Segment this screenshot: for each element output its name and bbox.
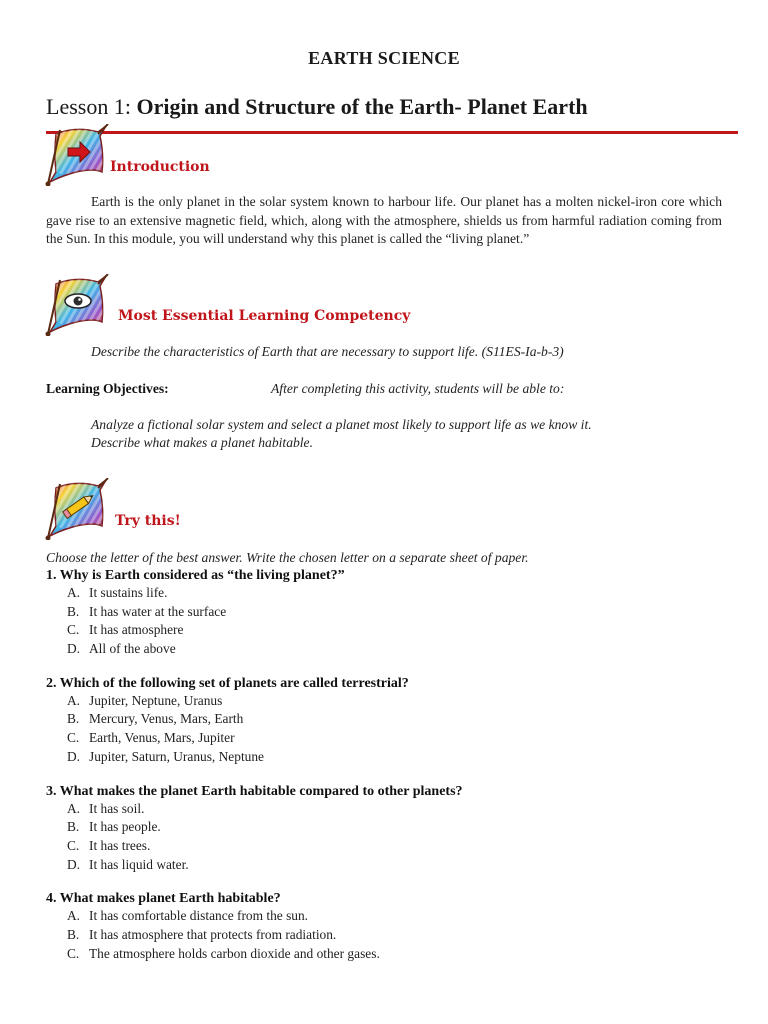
option bbox=[67, 945, 726, 964]
option-text: Earth, Venus, Mars, Jupiter bbox=[89, 730, 235, 746]
introduction-label: Introduction bbox=[110, 159, 210, 175]
objectives-lead: After completing this activity, students will be able to: bbox=[271, 381, 565, 396]
objective-item: Describe what makes a planet habitable. bbox=[91, 435, 313, 450]
option-letter: A. bbox=[67, 585, 81, 600]
objective-item: Analyze a fictional solar system and select a planet most likely to support life as we know it. bbox=[91, 417, 592, 432]
competency-label: Most Essential Learning Competency bbox=[118, 308, 411, 324]
lesson-heading bbox=[46, 94, 588, 120]
question-text: 4. What makes planet Earth habitable? bbox=[46, 891, 281, 907]
option bbox=[67, 907, 726, 926]
option-text: It sustains life. bbox=[89, 585, 168, 600]
option bbox=[67, 818, 726, 837]
option bbox=[67, 926, 726, 945]
option-text: It has people. bbox=[89, 819, 161, 835]
try-this-banner-icon bbox=[44, 478, 112, 540]
option-text: It has atmosphere that protects from radiation. bbox=[89, 926, 337, 942]
question bbox=[46, 676, 726, 767]
question bbox=[46, 784, 726, 875]
option-letter: C. bbox=[67, 945, 80, 961]
document-title: EARTH SCIENCE bbox=[308, 48, 460, 68]
option-letter: A. bbox=[67, 800, 81, 816]
option bbox=[67, 621, 726, 640]
lesson-title: Origin and Structure of the Earth- Planet Earth bbox=[136, 94, 588, 119]
option-letter: B. bbox=[67, 926, 80, 942]
options-list bbox=[67, 584, 726, 659]
option-letter: C. bbox=[67, 730, 80, 746]
option-letter: D. bbox=[67, 856, 81, 872]
heading-rule bbox=[46, 131, 738, 134]
option-text: It has liquid water. bbox=[89, 856, 189, 872]
question-text: 2. Which of the following set of planets are called terrestrial? bbox=[46, 675, 409, 691]
question-text: 1. Why is Earth considered as “the living planet?” bbox=[46, 568, 345, 583]
option-text: Jupiter, Saturn, Uranus, Neptune bbox=[89, 748, 264, 764]
option-letter: D. bbox=[67, 641, 81, 657]
option bbox=[67, 800, 726, 819]
competency-text: Describe the characteristics of Earth that are necessary to support life. (S11ES-Ia-b-3) bbox=[91, 344, 564, 359]
question bbox=[46, 568, 726, 659]
option bbox=[67, 603, 726, 622]
option-text: It has trees. bbox=[89, 837, 151, 853]
try-this-label: Try this! bbox=[115, 513, 181, 529]
option bbox=[67, 748, 726, 767]
option-letter: B. bbox=[67, 603, 80, 619]
options-list bbox=[67, 692, 726, 767]
option bbox=[67, 837, 726, 856]
option-letter: B. bbox=[67, 711, 80, 727]
question-text: 3. What makes the planet Earth habitable compared to other planets? bbox=[46, 783, 463, 799]
option bbox=[67, 640, 726, 659]
option-letter: A. bbox=[67, 692, 81, 708]
option bbox=[67, 856, 726, 875]
option-letter: A. bbox=[67, 908, 81, 924]
option-letter: D. bbox=[67, 748, 81, 764]
option-letter: C. bbox=[67, 837, 80, 853]
option-letter: C. bbox=[67, 622, 80, 638]
try-this-instruction: Choose the letter of the best answer. Write the chosen letter on a separate sheet of paper. bbox=[46, 550, 529, 565]
introduction-banner-icon bbox=[44, 124, 112, 186]
options-list bbox=[67, 800, 726, 875]
option bbox=[67, 729, 726, 748]
option bbox=[67, 584, 726, 603]
option-text: The atmosphere holds carbon dioxide and other gases. bbox=[89, 945, 380, 961]
option-text: It has atmosphere bbox=[89, 622, 184, 638]
lesson-prefix: Lesson 1: bbox=[46, 94, 137, 119]
option-text: It has soil. bbox=[89, 800, 145, 816]
objectives-label: Learning Objectives: bbox=[46, 381, 169, 396]
introduction-body: Earth is the only planet in the solar system known to harbour life. Our planet has a molten nickel-iron core which gave rise to an extensive magnetic field, which, along with the atmosphere, shields us from harmful radiation coming from the Sun. In this module, you will understand why this planet is called the “living planet.” bbox=[46, 194, 722, 247]
eye-icon bbox=[65, 294, 91, 308]
question bbox=[46, 891, 726, 963]
option-text: It has comfortable distance from the sun. bbox=[89, 908, 309, 924]
option bbox=[67, 710, 726, 729]
option-letter: B. bbox=[67, 819, 80, 835]
option-text: Mercury, Venus, Mars, Earth bbox=[89, 711, 244, 727]
option bbox=[67, 692, 726, 711]
competency-banner-icon bbox=[44, 274, 112, 336]
option-text: It has water at the surface bbox=[89, 603, 227, 619]
option-text: Jupiter, Neptune, Uranus bbox=[89, 692, 223, 708]
option-text: All of the above bbox=[89, 641, 176, 657]
options-list bbox=[67, 907, 726, 963]
questions-list bbox=[46, 568, 726, 963]
